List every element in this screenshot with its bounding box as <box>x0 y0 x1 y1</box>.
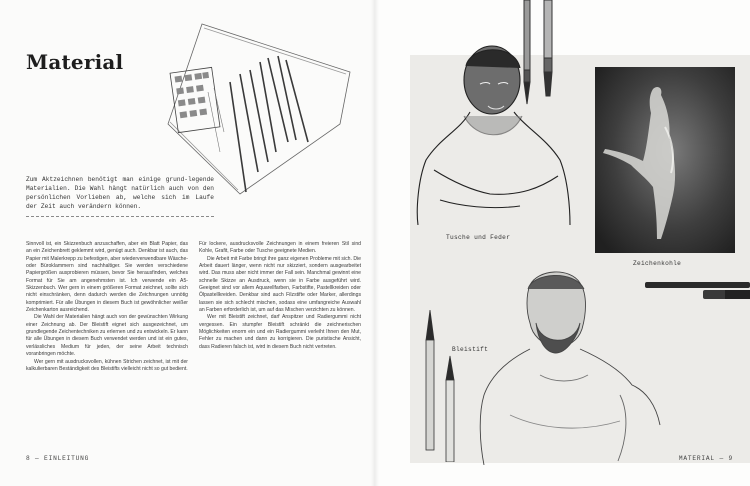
body-paragraph: Sinnvoll ist, ein Skizzenbuch anzuschaffen, aber ein Blatt Papier, das an ein Zeichenbrett geklemmt wird, genügt auch. Denkbar ist auch, das Papier mit Malerkrepp zu befestigen, aber wiederverwendbare Wäsche- oder Büroklammern sind nachhaltiger. Sie werden verschiedene Papiergrößen ausprobieren müssen, bevor Sie herausfinden, welches Format für Sie am angenehmsten ist. Ich verwende ein A5-Skizzenbuch. Wer gern in einem größeren Format zeichnet, sollte sich nicht einschränken, denn dadurch werden die Zeichnungen unnötig komprimiert. Für alle Übungen in diesem Buch ist gewöhnlicher weißer Zeichenkarton ausreichend. <box>26 241 188 314</box>
body-column-2 <box>199 241 361 351</box>
body-column-1 <box>26 241 188 373</box>
charcoal-figure-drawing <box>595 67 735 253</box>
page-folio-right: MATERIAL — 9 <box>678 455 733 462</box>
charcoal-sticks-illustration <box>645 278 750 306</box>
pencils-illustration <box>410 270 570 462</box>
body-paragraph: Die Wahl der Materialien hängt auch von der gewünschten Wirkung einer Zeichnung ab. Der Bleistift eignet sich ausgezeichnet, um grundlegende Zeichentechniken zu erlernen und zu entwickeln. Er kann für alle Übungen in diesem Buch verwendet werden und ist ein gutes, verlässliches Medium für jeden, der seine Arbeit technisch voranbringen möchte. <box>26 314 188 358</box>
caption-pencil: Bleistift <box>452 346 489 353</box>
brushes-illustration <box>518 0 562 106</box>
caption-charcoal: Zeichenkohle <box>633 260 682 267</box>
book-gutter <box>371 0 379 486</box>
dashed-divider <box>26 216 214 217</box>
body-paragraph: Wer mit Bleistift zeichnet, darf Anspitzer und Radiergummi nicht vergessen. Ein stumpfer Bleistift schränkt die zeichnerischen Möglichkeiten enorm ein und ein Radiergummi verleiht Ihnen den Mut, Fehler zu machen und dann zu korrigieren. Die puristische Ansicht, dass Radieren falsch ist, wird in diesem Buch nicht vertreten. <box>199 314 361 350</box>
page-folio-left: 8 — EINLEITUNG <box>26 455 90 462</box>
body-paragraph: Für lockere, ausdrucksvolle Zeichnungen in einem freieren Stil sind Kohle, Grafit, Farbe oder Tusche geeignete Medien. <box>199 241 361 255</box>
intro-paragraph: Zum Aktzeichnen benötigt man einige grund-legende Materialien. Die Wahl hängt natürlich auch von den persönlichen Vorlieben ab, welche sich im Laufe der Zeit auch verändern können. <box>26 176 214 211</box>
page-title: Material <box>26 50 124 74</box>
caption-ink: Tusche und Feder <box>446 234 511 241</box>
body-paragraph: Die Arbeit mit Farbe bringt ihre ganz eigenen Probleme mit sich. Die Arbeit dauert länger, wenn nicht nur skizziert, sondern ausgearbeitet wird. Das muss aber nicht immer der Fall sein. Manchmal gewinnt eine schnelle Skizze an Ausdruck, wenn sie in Farbe ausgeführt wird. Geeignet sind vor allem Aquarellfarben, Farbstifte, Pastellkreiden oder Ölpastellkreiden. Denkbar sind auch Filzstifte oder Marker, allerdings lassen sie sich schlecht mischen, sodass eine umfangreiche Auswahl an Farben erforderlich ist, um auf das Mischen verzichten zu können. <box>199 255 361 314</box>
body-paragraph: Wer gern mit ausdrucksvollen, kühnen Strichen zeichnet, ist mit der kalkulierbaren Beständigkeit des Bleistifts vielleicht nicht so gut bedient. <box>26 358 188 372</box>
materials-sketch-illustration <box>150 12 362 197</box>
